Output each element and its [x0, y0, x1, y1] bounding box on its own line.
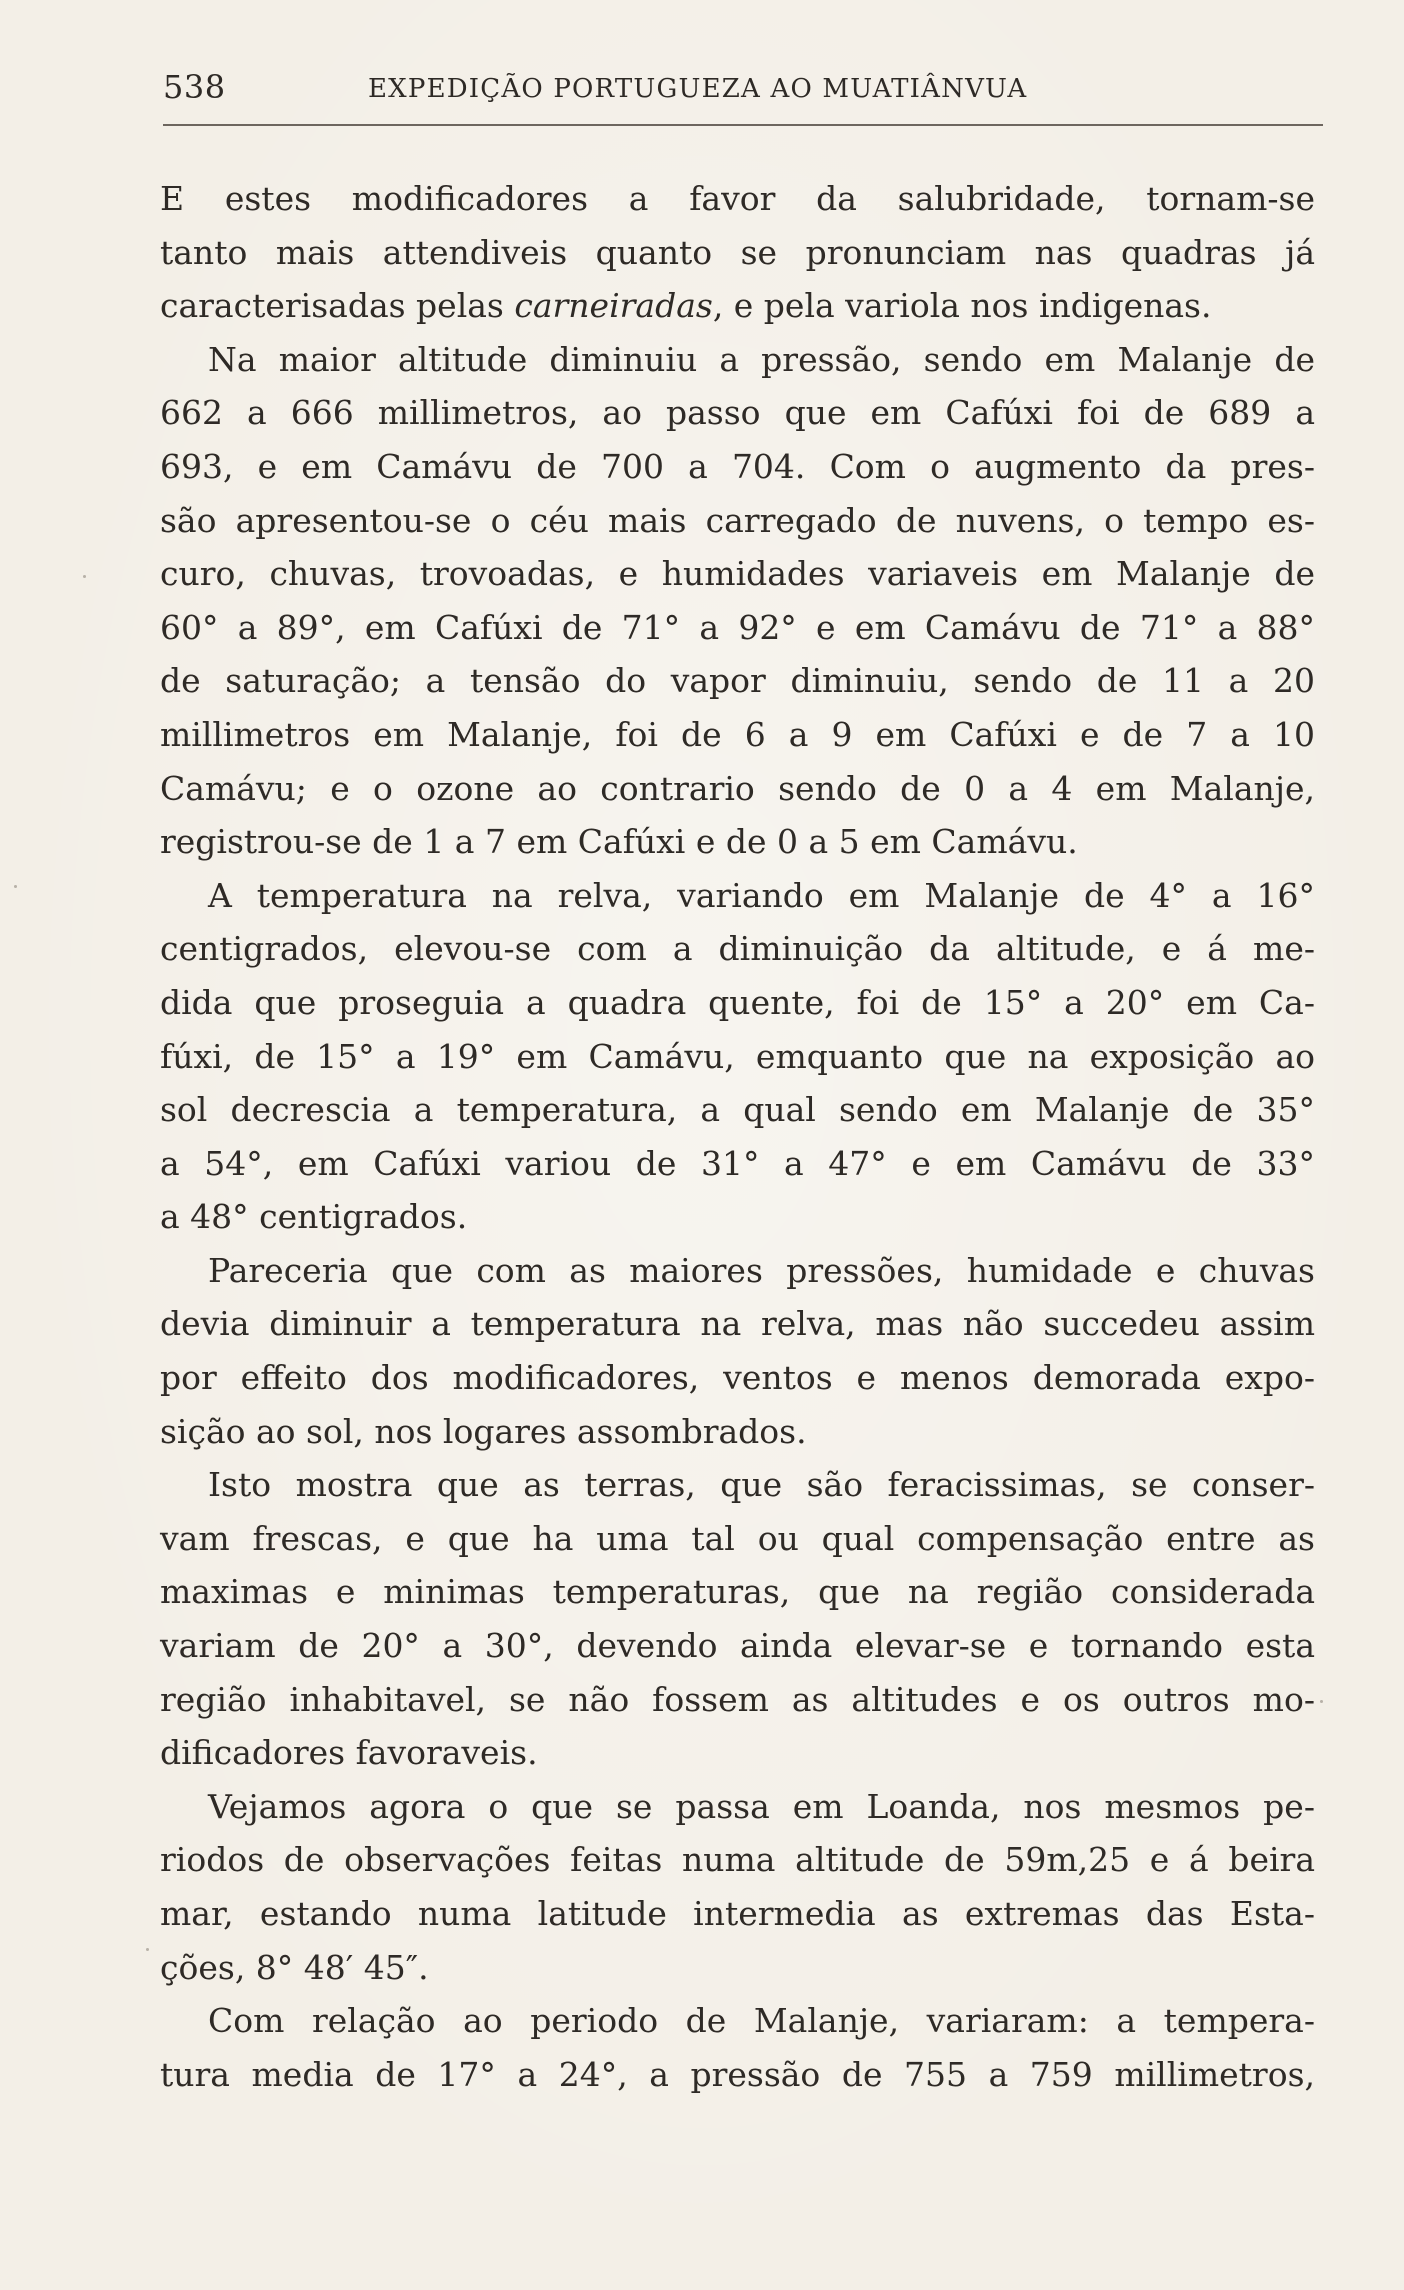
text-line: região inhabitavel, se não fossem as altitudes e os outros mo- — [160, 1679, 1315, 1719]
text-line: a 54°, em Cafúxi variou de 31° a 47° e em Camávu de 33° — [160, 1143, 1315, 1183]
text-line: millimetros em Malanje, foi de 6 a 9 em Cafúxi e de 7 a 10 — [160, 714, 1315, 754]
text-line: Camávu; e o ozone ao contrario sendo de 0 a 4 em Malanje, — [160, 768, 1315, 808]
text-line: 662 a 666 millimetros, ao passo que em Cafúxi foi de 689 a — [160, 393, 1315, 433]
running-title: EXPEDIÇÃO PORTUGUEZA AO MUATIÂNVUA — [368, 74, 1028, 104]
text-line: dida que proseguia a quadra quente, foi de 15° a 20° em Ca- — [160, 982, 1315, 1022]
text-line: variam de 20° a 30°, devendo ainda elevar-se e tornando esta — [160, 1626, 1315, 1666]
text-line: dificadores favoraveis. — [160, 1733, 538, 1773]
text-line: tanto mais attendiveis quanto se pronunciam nas quadras já — [160, 232, 1315, 272]
text-line: Com relação ao periodo de Malanje, variaram: a tempera- — [208, 2001, 1315, 2041]
text-line: mar, estando numa latitude intermedia as extremas das Esta- — [160, 1894, 1315, 1933]
text-line: riodos de observações feitas numa altitude de 59m,25 e á beira — [160, 1840, 1315, 1880]
paper-speck — [83, 575, 86, 578]
text-line: Pareceria que com as maiores pressões, humidade e chuvas — [208, 1250, 1315, 1290]
page-header — [163, 64, 1323, 112]
header-rule — [163, 124, 1323, 126]
italic-term: carneiradas — [514, 286, 713, 326]
text-line: sol decrescia a temperatura, a qual sendo em Malanje de 35° — [160, 1090, 1315, 1130]
text-line: sição ao sol, nos logares assombrados. — [160, 1411, 807, 1451]
text-line: devia diminuir a temperatura na relva, mas não succedeu assim — [160, 1304, 1315, 1344]
text-line: centigrados, elevou-se com a diminuição da altitude, e á me- — [160, 929, 1315, 969]
text-line: 60° a 89°, em Cafúxi de 71° a 92° e em Camávu de 71° a 88° — [160, 607, 1315, 647]
page-number: 538 — [163, 68, 226, 106]
text-line: tura media de 17° a 24°, a pressão de 755 a 759 millimetros, — [160, 2054, 1315, 2094]
paper-speck — [1320, 1700, 1323, 1703]
text-line: de saturação; a tensão do vapor diminuiu, sendo de 11 a 20 — [160, 661, 1315, 701]
text-line: são apresentou-se o céu mais carregado de nuvens, o tempo es- — [160, 500, 1315, 540]
text-line: ções, 8° 48′ 45″. — [160, 1947, 429, 1987]
text-line: curo, chuvas, trovoadas, e humidades variaveis em Malanje de — [160, 554, 1315, 594]
text-fragment: caracterisadas pelas — [160, 286, 515, 326]
text-line: 693, e em Camávu de 700 a 704. Com o augmento da pres- — [160, 446, 1315, 486]
text-line: A temperatura na relva, variando em Malanje de 4° a 16° — [208, 875, 1315, 915]
text-line: por effeito dos modificadores, ventos e menos demorada expo- — [160, 1358, 1315, 1398]
text-line: maximas e minimas temperaturas, que na região considerada — [160, 1572, 1315, 1612]
text-line: Isto mostra que as terras, que são feracissimas, se conser- — [208, 1465, 1315, 1505]
paper-speck — [14, 885, 17, 888]
text-line: Vejamos agora o que se passa em Loanda, nos mesmos pe- — [208, 1786, 1315, 1826]
text-line: a 48° centigrados. — [160, 1197, 468, 1237]
body-text — [160, 172, 1315, 2101]
text-line: Na maior altitude diminuiu a pressão, sendo em Malanje de — [208, 339, 1315, 379]
text-fragment: , e pela variola nos indigenas. — [712, 286, 1212, 326]
text-line: E estes modificadores a favor da salubridade, tornam-se — [160, 179, 1315, 218]
text-line: registrou-se de 1 a 7 em Cafúxi e de 0 a 5 em Camávu. — [160, 822, 1078, 862]
text-line: vam frescas, e que ha uma tal ou qual compensação entre as — [160, 1518, 1315, 1558]
text-line: fúxi, de 15° a 19° em Camávu, emquanto que na exposição ao — [160, 1036, 1315, 1076]
text-line — [160, 279, 1315, 333]
paper-speck — [146, 1948, 149, 1951]
